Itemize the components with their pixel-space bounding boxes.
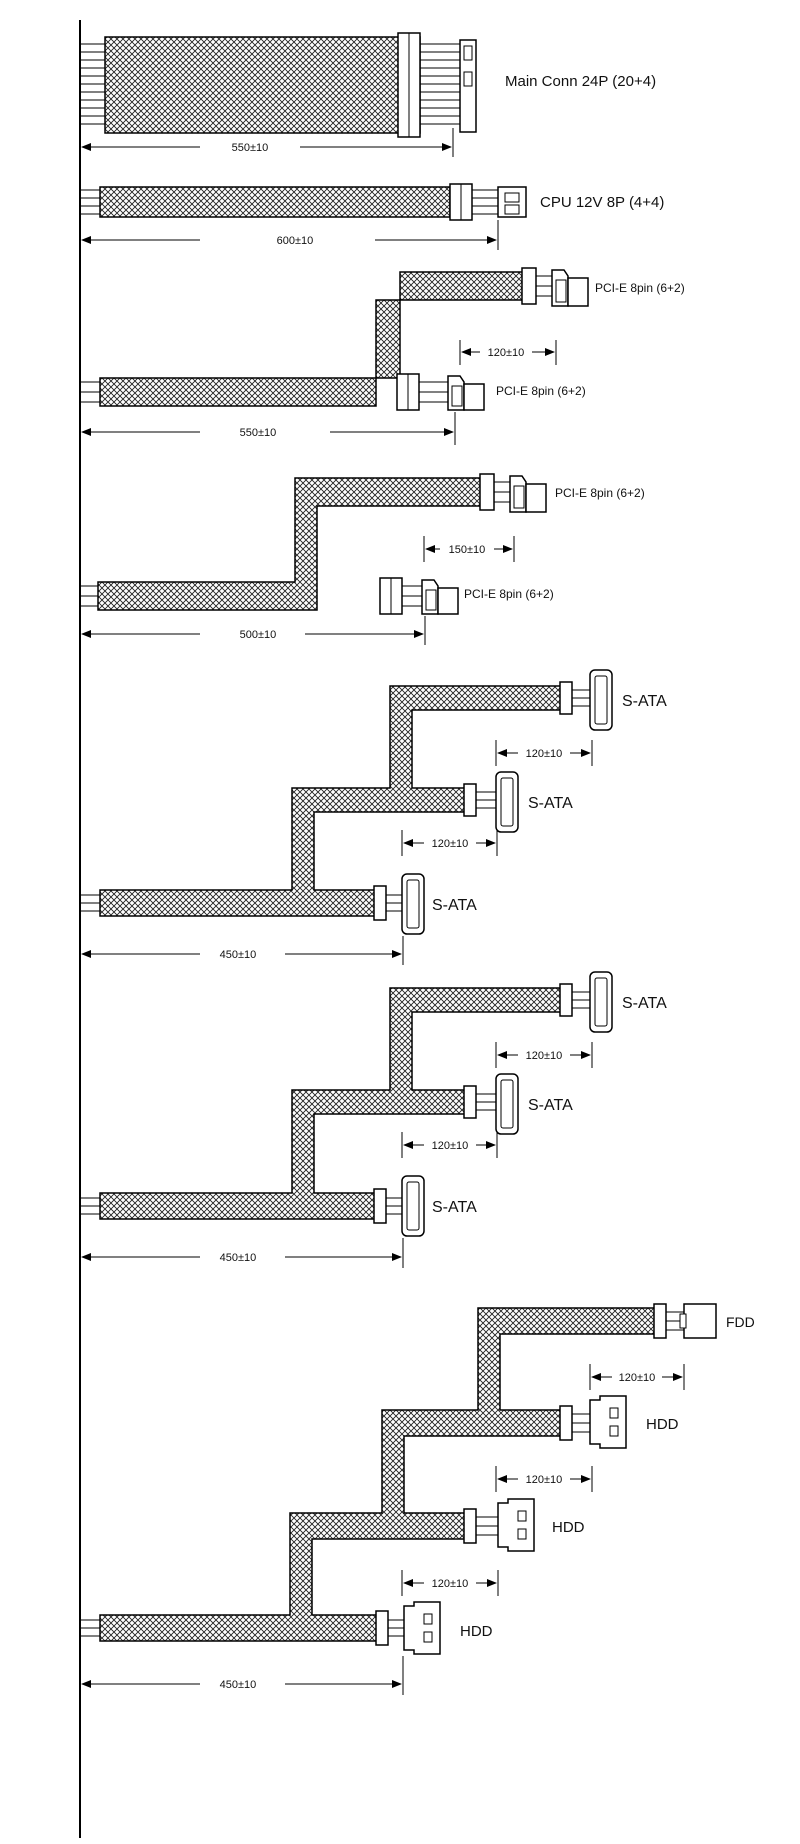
sata2-connector-mid <box>496 1074 518 1134</box>
sata1-length-label: 450±10 <box>219 949 257 961</box>
pcie2-main-label: PCI-E 8pin (6+2) <box>464 587 554 601</box>
hdd1-connector <box>590 1396 626 1448</box>
sata2-spacing-dimension-top <box>496 1042 592 1068</box>
cpu-8p-cable <box>80 184 664 250</box>
pcie2-branch-connector <box>510 476 546 512</box>
pcie1-length-dimension <box>82 412 455 445</box>
sata2-spacing-label-top: 120±10 <box>525 1050 563 1062</box>
sata1-length-dimension <box>82 936 403 965</box>
pcie1-spacing-label: 120±10 <box>487 347 525 359</box>
hdd3-connector <box>404 1602 440 1654</box>
sata-cable-1 <box>80 670 667 965</box>
molex-length-dimension <box>82 1656 403 1695</box>
sata1-connector-main <box>402 874 424 934</box>
fdd-heatshrink <box>654 1304 666 1338</box>
hdd1-label: HDD <box>646 1416 679 1433</box>
hdd3-label: HDD <box>460 1623 493 1640</box>
pcie2-spacing-dimension <box>424 536 514 562</box>
fdd-label: FDD <box>726 1314 755 1330</box>
sata2-heatshrink-main <box>374 1189 386 1223</box>
pcie1-main-label: PCI-E 8pin (6+2) <box>496 384 586 398</box>
sata2-sleeve <box>100 988 562 1219</box>
molex-spacing-dimension-2 <box>496 1466 592 1492</box>
cpu-length-dimension <box>82 220 498 250</box>
pcie1-main-connector <box>448 376 484 410</box>
pcie2-main-connector <box>422 580 458 614</box>
cpu-sleeve <box>100 187 450 217</box>
main-24p-connector <box>460 40 476 132</box>
hdd2-label: HDD <box>552 1519 585 1536</box>
sata2-spacing-label-mid: 120±10 <box>431 1140 469 1152</box>
pcie-cable-2 <box>80 474 645 645</box>
sata2-length-dimension <box>82 1238 403 1268</box>
fdd-connector <box>680 1304 716 1338</box>
molex-length-label: 450±10 <box>219 1679 257 1691</box>
sata2-label-mid: S-ATA <box>528 1097 573 1114</box>
sata1-spacing-dimension-top <box>496 740 592 766</box>
main-24p-cable <box>80 33 656 157</box>
sata1-connector-top <box>590 670 612 730</box>
pcie1-length-label: 550±10 <box>239 427 277 439</box>
molex-sleeve <box>100 1308 660 1641</box>
sata1-heatshrink-mid <box>464 784 476 816</box>
molex-spacing-label-1: 120±10 <box>618 1372 656 1384</box>
pcie1-branch-connector <box>552 270 588 306</box>
main-sleeve <box>105 37 420 133</box>
pcie2-length-dimension <box>82 616 425 645</box>
sata2-connector-main <box>402 1176 424 1236</box>
hdd2-connector <box>498 1499 534 1551</box>
molex-spacing-label-2: 120±10 <box>525 1474 563 1486</box>
molex-spacing-label-3: 120±10 <box>431 1578 469 1590</box>
cpu-connector-label: CPU 12V 8P (4+4) <box>540 194 665 211</box>
sata2-label-top: S-ATA <box>622 995 667 1012</box>
main-connector-label: Main Conn 24P (20+4) <box>505 73 657 90</box>
molex-spacing-dimension-1 <box>590 1364 684 1390</box>
hdd2-heatshrink <box>464 1509 476 1543</box>
sata1-label-top: S-ATA <box>622 693 667 710</box>
sata1-heatshrink-main <box>374 886 386 920</box>
sata1-label-main: S-ATA <box>432 897 477 914</box>
pcie2-spacing-label: 150±10 <box>448 544 486 556</box>
molex-fdd-cable <box>80 1304 755 1695</box>
cpu-length-label: 600±10 <box>276 235 314 247</box>
sata1-label-mid: S-ATA <box>528 795 573 812</box>
pcie2-branch-label: PCI-E 8pin (6+2) <box>555 486 645 500</box>
sata2-label-main: S-ATA <box>432 1199 477 1216</box>
sata1-sleeve <box>100 686 562 916</box>
pcie2-length-label: 500±10 <box>239 629 277 641</box>
sata1-spacing-label-mid: 120±10 <box>431 838 469 850</box>
pcie-cable-1 <box>80 268 685 445</box>
sata1-spacing-label-top: 120±10 <box>525 748 563 760</box>
cpu-8p-connector <box>498 187 526 217</box>
sata1-heatshrink-top <box>560 682 572 714</box>
sata2-connector-top <box>590 972 612 1032</box>
main-length-label: 550±10 <box>231 142 269 154</box>
hdd3-heatshrink <box>376 1611 388 1645</box>
pcie2-heatshrink-branch <box>480 474 494 510</box>
sata2-heatshrink-top <box>560 984 572 1016</box>
sata2-heatshrink-mid <box>464 1086 476 1118</box>
pcie1-heatshrink-branch <box>522 268 536 304</box>
pcie1-spacing-dimension <box>460 340 556 365</box>
hdd1-heatshrink <box>560 1406 572 1440</box>
sata1-spacing-dimension-mid <box>402 830 497 856</box>
pcie1-branch-label: PCI-E 8pin (6+2) <box>595 281 685 295</box>
molex-spacing-dimension-3 <box>402 1570 498 1596</box>
sata1-connector-mid <box>496 772 518 832</box>
sata-cable-2 <box>80 972 667 1268</box>
sata2-length-label: 450±10 <box>219 1252 257 1264</box>
sata2-spacing-dimension-mid <box>402 1132 497 1158</box>
